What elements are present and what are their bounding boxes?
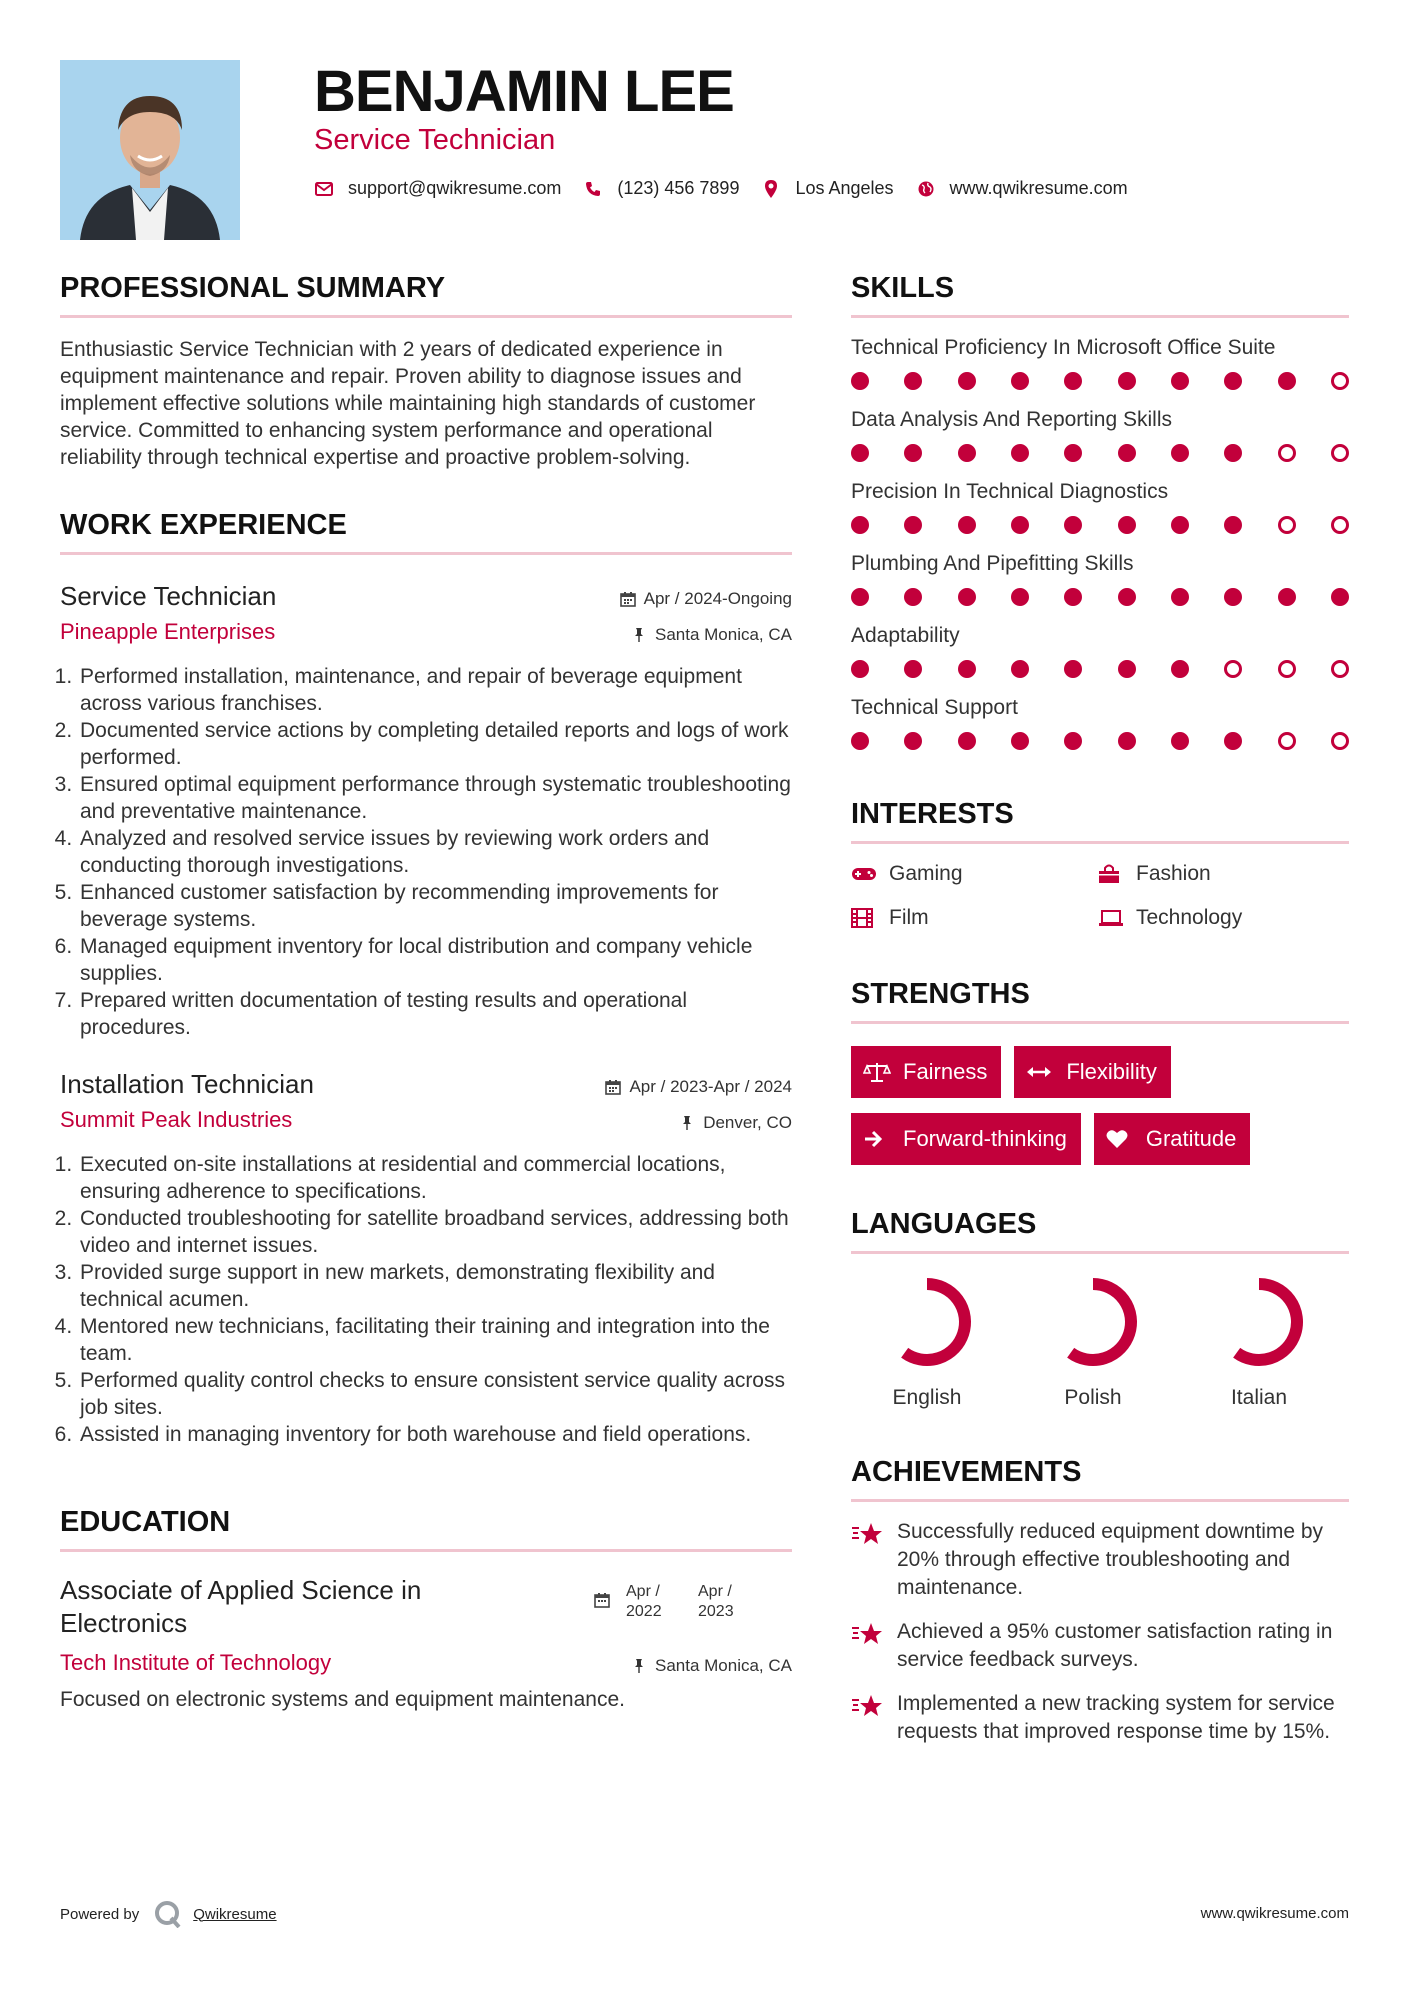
- skill-item: [851, 480, 1349, 534]
- job-title: Service Technician: [60, 581, 277, 611]
- languages-list: [851, 1276, 1349, 1410]
- education-dates: [594, 1582, 762, 1622]
- contact-bar: [314, 178, 1150, 199]
- footer-powered-by: Powered by Qwikresume: [60, 1900, 277, 1928]
- rating-dot-filled: [1011, 516, 1029, 534]
- interests-grid: [851, 862, 1349, 930]
- rating-dot-filled: [1064, 588, 1082, 606]
- rating-dot-filled: [1224, 516, 1242, 534]
- skills-heading: SKILLS: [851, 272, 1349, 318]
- candidate-title: Service Technician: [314, 124, 556, 156]
- education-entry: [60, 1574, 792, 1712]
- rating-dot-filled: [1171, 732, 1189, 750]
- strength-chip: Forward-thinking: [851, 1113, 1081, 1165]
- rating-dot-filled: [904, 372, 922, 390]
- rating-dot-filled: [1118, 372, 1136, 390]
- job-entry: [60, 1069, 792, 1448]
- rating-dot-filled: [1224, 588, 1242, 606]
- language-gauge: [1047, 1276, 1139, 1368]
- rating-dot-filled: [851, 372, 869, 390]
- rating-dot-filled: [1011, 444, 1029, 462]
- list-item: 4. Mentored new technicians, facilitating their training and integration into the team.: [78, 1313, 792, 1367]
- strength-chip: Fairness: [851, 1046, 1001, 1098]
- language-arc: [905, 1284, 965, 1360]
- skills-list: [851, 336, 1349, 750]
- language-arc: [1237, 1284, 1297, 1360]
- list-item: 2. Documented service actions by completing detailed reports and logs of work performed.: [78, 717, 792, 771]
- rating-dot-filled: [1011, 660, 1029, 678]
- rating-dot-filled: [904, 588, 922, 606]
- experience-heading: WORK EXPERIENCE: [60, 509, 792, 555]
- job-title: Installation Technician: [60, 1069, 314, 1099]
- strengths-heading: STRENGTHS: [851, 978, 1349, 1024]
- language-name: Polish: [1064, 1386, 1122, 1409]
- rating-dot-empty: [1278, 444, 1296, 462]
- achievement-item: Implemented a new tracking system for service requests that improved response time by 15%.: [851, 1690, 1349, 1746]
- rating-dot-filled: [1011, 732, 1029, 750]
- rating-dot-filled: [904, 732, 922, 750]
- education-end: Apr / 2023: [698, 1583, 734, 1620]
- language-item: [851, 1276, 1017, 1410]
- rating-dot-filled: [958, 660, 976, 678]
- shopping-bag-icon: [1098, 863, 1124, 885]
- strengths-list: [851, 1046, 1349, 1180]
- languages-heading: LANGUAGES: [851, 1208, 1349, 1254]
- star-award-icon: [851, 1620, 885, 1650]
- rating-dot-filled: [851, 732, 869, 750]
- duty-list: [60, 663, 792, 1041]
- job-date: Apr / 2023-Apr / 2024: [605, 1077, 792, 1097]
- skill-item: [851, 552, 1349, 606]
- star-award-icon: [851, 1520, 885, 1550]
- footer-website[interactable]: www.qwikresume.com: [1200, 1905, 1349, 1922]
- rating-dot-filled: [904, 660, 922, 678]
- rating-dot-filled: [958, 372, 976, 390]
- skill-name: Technical Support: [851, 696, 1018, 719]
- brand-link[interactable]: Qwikresume: [193, 1905, 277, 1923]
- calendar-icon: [594, 1592, 610, 1608]
- list-item: 5. Enhanced customer satisfaction by recommending improvements for beverage systems.: [78, 879, 792, 933]
- contact-location: Los Angeles: [761, 178, 893, 199]
- rating-dot-filled: [1011, 588, 1029, 606]
- calendar-icon: [605, 1079, 621, 1095]
- strength-chip: Gratitude: [1094, 1113, 1251, 1165]
- rating-dot-empty: [1224, 660, 1242, 678]
- rating-dot-empty: [1331, 372, 1349, 390]
- scale-icon: [863, 1062, 891, 1082]
- rating-dot-filled: [1171, 516, 1189, 534]
- interest-item: Gaming: [851, 862, 1098, 886]
- job-entry: [60, 581, 792, 1041]
- rating-dot-filled: [1118, 660, 1136, 678]
- film-icon: [851, 907, 877, 929]
- skill-name: Technical Proficiency In Microsoft Office Suite: [851, 336, 1276, 359]
- interest-item: Technology: [1098, 906, 1345, 930]
- interest-item: Fashion: [1098, 862, 1345, 886]
- pushpin-icon: [631, 1658, 647, 1674]
- arrows-horizontal-icon: [1026, 1062, 1054, 1082]
- rating-dot-filled: [958, 732, 976, 750]
- language-name: English: [892, 1386, 962, 1409]
- pushpin-icon: [679, 1115, 695, 1131]
- education-description: Focused on electronic systems and equipment maintenance.: [60, 1688, 625, 1711]
- contact-website[interactable]: www.qwikresume.com: [916, 178, 1128, 199]
- contact-phone[interactable]: (123) 456 7899: [583, 178, 739, 199]
- skill-rating: [851, 732, 1349, 750]
- rating-dot-empty: [1331, 444, 1349, 462]
- rating-dot-filled: [1278, 588, 1296, 606]
- strength-chip: Flexibility: [1014, 1046, 1170, 1098]
- rating-dot-filled: [851, 588, 869, 606]
- skill-rating: [851, 516, 1349, 534]
- profile-photo: [60, 60, 240, 240]
- language-arc: [1071, 1284, 1131, 1360]
- interests-heading: INTERESTS: [851, 798, 1349, 844]
- rating-dot-empty: [1331, 660, 1349, 678]
- skill-name: Precision In Technical Diagnostics: [851, 480, 1169, 503]
- laptop-icon: [1098, 907, 1124, 929]
- qwikresume-logo-icon: [153, 1900, 183, 1928]
- rating-dot-filled: [1064, 372, 1082, 390]
- rating-dot-empty: [1331, 732, 1349, 750]
- company-name: Pineapple Enterprises: [60, 619, 276, 644]
- job-location: Santa Monica, CA: [631, 625, 792, 645]
- rating-dot-filled: [904, 444, 922, 462]
- rating-dot-filled: [1171, 660, 1189, 678]
- skill-item: [851, 336, 1349, 390]
- school-location: Santa Monica, CA: [631, 1656, 792, 1676]
- company-name: Summit Peak Industries: [60, 1107, 293, 1132]
- skill-rating: [851, 660, 1349, 678]
- list-item: 2. Conducted troubleshooting for satellite broadband services, addressing both video and internet issues.: [78, 1205, 792, 1259]
- rating-dot-filled: [1011, 372, 1029, 390]
- rating-dot-empty: [1331, 516, 1349, 534]
- summary-text: Enthusiastic Service Technician with 2 years of dedicated experience in equipment maintenance and repair. Proven ability to diagnose issues and implement effective solutions while maintaining high standards of customer service. Committed to enhancing system performance and operational reliability through technical expertise and proactive problem-solving.: [60, 338, 756, 469]
- skill-name: Data Analysis And Reporting Skills: [851, 408, 1172, 431]
- rating-dot-filled: [1118, 732, 1136, 750]
- rating-dot-filled: [851, 660, 869, 678]
- rating-dot-filled: [1118, 444, 1136, 462]
- list-item: 4. Analyzed and resolved service issues by reviewing work orders and conducting thorough investigations.: [78, 825, 792, 879]
- rating-dot-empty: [1278, 660, 1296, 678]
- list-item: 3. Provided surge support in new markets, demonstrating flexibility and technical acumen.: [78, 1259, 792, 1313]
- candidate-name: BENJAMIN LEE: [314, 59, 734, 124]
- rating-dot-filled: [851, 444, 869, 462]
- contact-email[interactable]: support@qwikresume.com: [314, 178, 561, 199]
- job-location: Denver, CO: [679, 1113, 792, 1133]
- school-name: Tech Institute of Technology: [60, 1650, 332, 1675]
- rating-dot-filled: [958, 588, 976, 606]
- rating-dot-filled: [1224, 732, 1242, 750]
- list-item: 6. Assisted in managing inventory for both warehouse and field operations.: [78, 1421, 792, 1448]
- degree-name: Associate of Applied Science in Electronics: [60, 1575, 422, 1638]
- rating-dot-filled: [958, 444, 976, 462]
- rating-dot-filled: [1171, 372, 1189, 390]
- job-date: Apr / 2024-Ongoing: [620, 589, 792, 609]
- rating-dot-filled: [1064, 444, 1082, 462]
- education-heading: EDUCATION: [60, 1506, 792, 1552]
- rating-dot-filled: [1064, 660, 1082, 678]
- language-item: [1183, 1276, 1349, 1410]
- envelope-icon: [314, 179, 334, 199]
- skill-rating: [851, 372, 1349, 390]
- list-item: 1. Performed installation, maintenance, and repair of beverage equipment across various franchises.: [78, 663, 792, 717]
- language-gauge: [1213, 1276, 1305, 1368]
- rating-dot-filled: [1171, 444, 1189, 462]
- right-column: [851, 272, 1349, 1746]
- rating-dot-filled: [1278, 372, 1296, 390]
- calendar-icon: [620, 591, 636, 607]
- rating-dot-filled: [1064, 516, 1082, 534]
- language-name: Italian: [1230, 1386, 1288, 1409]
- rating-dot-filled: [1224, 372, 1242, 390]
- globe-icon: [916, 179, 936, 199]
- map-pin-icon: [761, 179, 781, 199]
- skill-item: [851, 624, 1349, 678]
- list-item: 7. Prepared written documentation of testing results and operational procedures.: [78, 987, 792, 1041]
- rating-dot-filled: [958, 516, 976, 534]
- achievement-item: Achieved a 95% customer satisfaction rating in service feedback surveys.: [851, 1618, 1349, 1674]
- left-column: [60, 272, 792, 1712]
- arrow-right-icon: [863, 1129, 891, 1149]
- duty-list: [60, 1151, 792, 1448]
- list-item: 5. Performed quality control checks to ensure consistent service quality across job sites.: [78, 1367, 792, 1421]
- interest-item: Film: [851, 906, 1098, 930]
- list-item: 3. Ensured optimal equipment performance through systematic troubleshooting and preventative maintenance.: [78, 771, 792, 825]
- rating-dot-filled: [1331, 588, 1349, 606]
- language-gauge: [881, 1276, 973, 1368]
- rating-dot-filled: [1224, 444, 1242, 462]
- language-item: [1017, 1276, 1183, 1410]
- skill-item: [851, 696, 1349, 750]
- pushpin-icon: [631, 627, 647, 643]
- star-award-icon: [851, 1692, 885, 1722]
- skill-rating: [851, 588, 1349, 606]
- skill-item: [851, 408, 1349, 462]
- rating-dot-filled: [851, 516, 869, 534]
- rating-dot-empty: [1278, 732, 1296, 750]
- gamepad-icon: [851, 863, 877, 885]
- rating-dot-filled: [904, 516, 922, 534]
- skill-name: Adaptability: [851, 624, 960, 647]
- rating-dot-filled: [1171, 588, 1189, 606]
- rating-dot-filled: [1064, 732, 1082, 750]
- heart-icon: [1106, 1129, 1134, 1149]
- list-item: 1. Executed on-site installations at residential and commercial locations, ensuring adherence to specifications.: [78, 1151, 792, 1205]
- skill-rating: [851, 444, 1349, 462]
- achievement-item: Successfully reduced equipment downtime by 20% through effective troubleshooting and maintenance.: [851, 1518, 1349, 1602]
- list-item: 6. Managed equipment inventory for local distribution and company vehicle supplies.: [78, 933, 792, 987]
- rating-dot-filled: [1118, 516, 1136, 534]
- phone-icon: [583, 179, 603, 199]
- achievements-list: [851, 1518, 1349, 1746]
- education-start: Apr / 2022: [626, 1583, 662, 1620]
- skill-name: Plumbing And Pipefitting Skills: [851, 552, 1134, 575]
- achievements-heading: ACHIEVEMENTS: [851, 1456, 1349, 1502]
- rating-dot-empty: [1278, 516, 1296, 534]
- summary-heading: PROFESSIONAL SUMMARY: [60, 272, 792, 318]
- rating-dot-filled: [1118, 588, 1136, 606]
